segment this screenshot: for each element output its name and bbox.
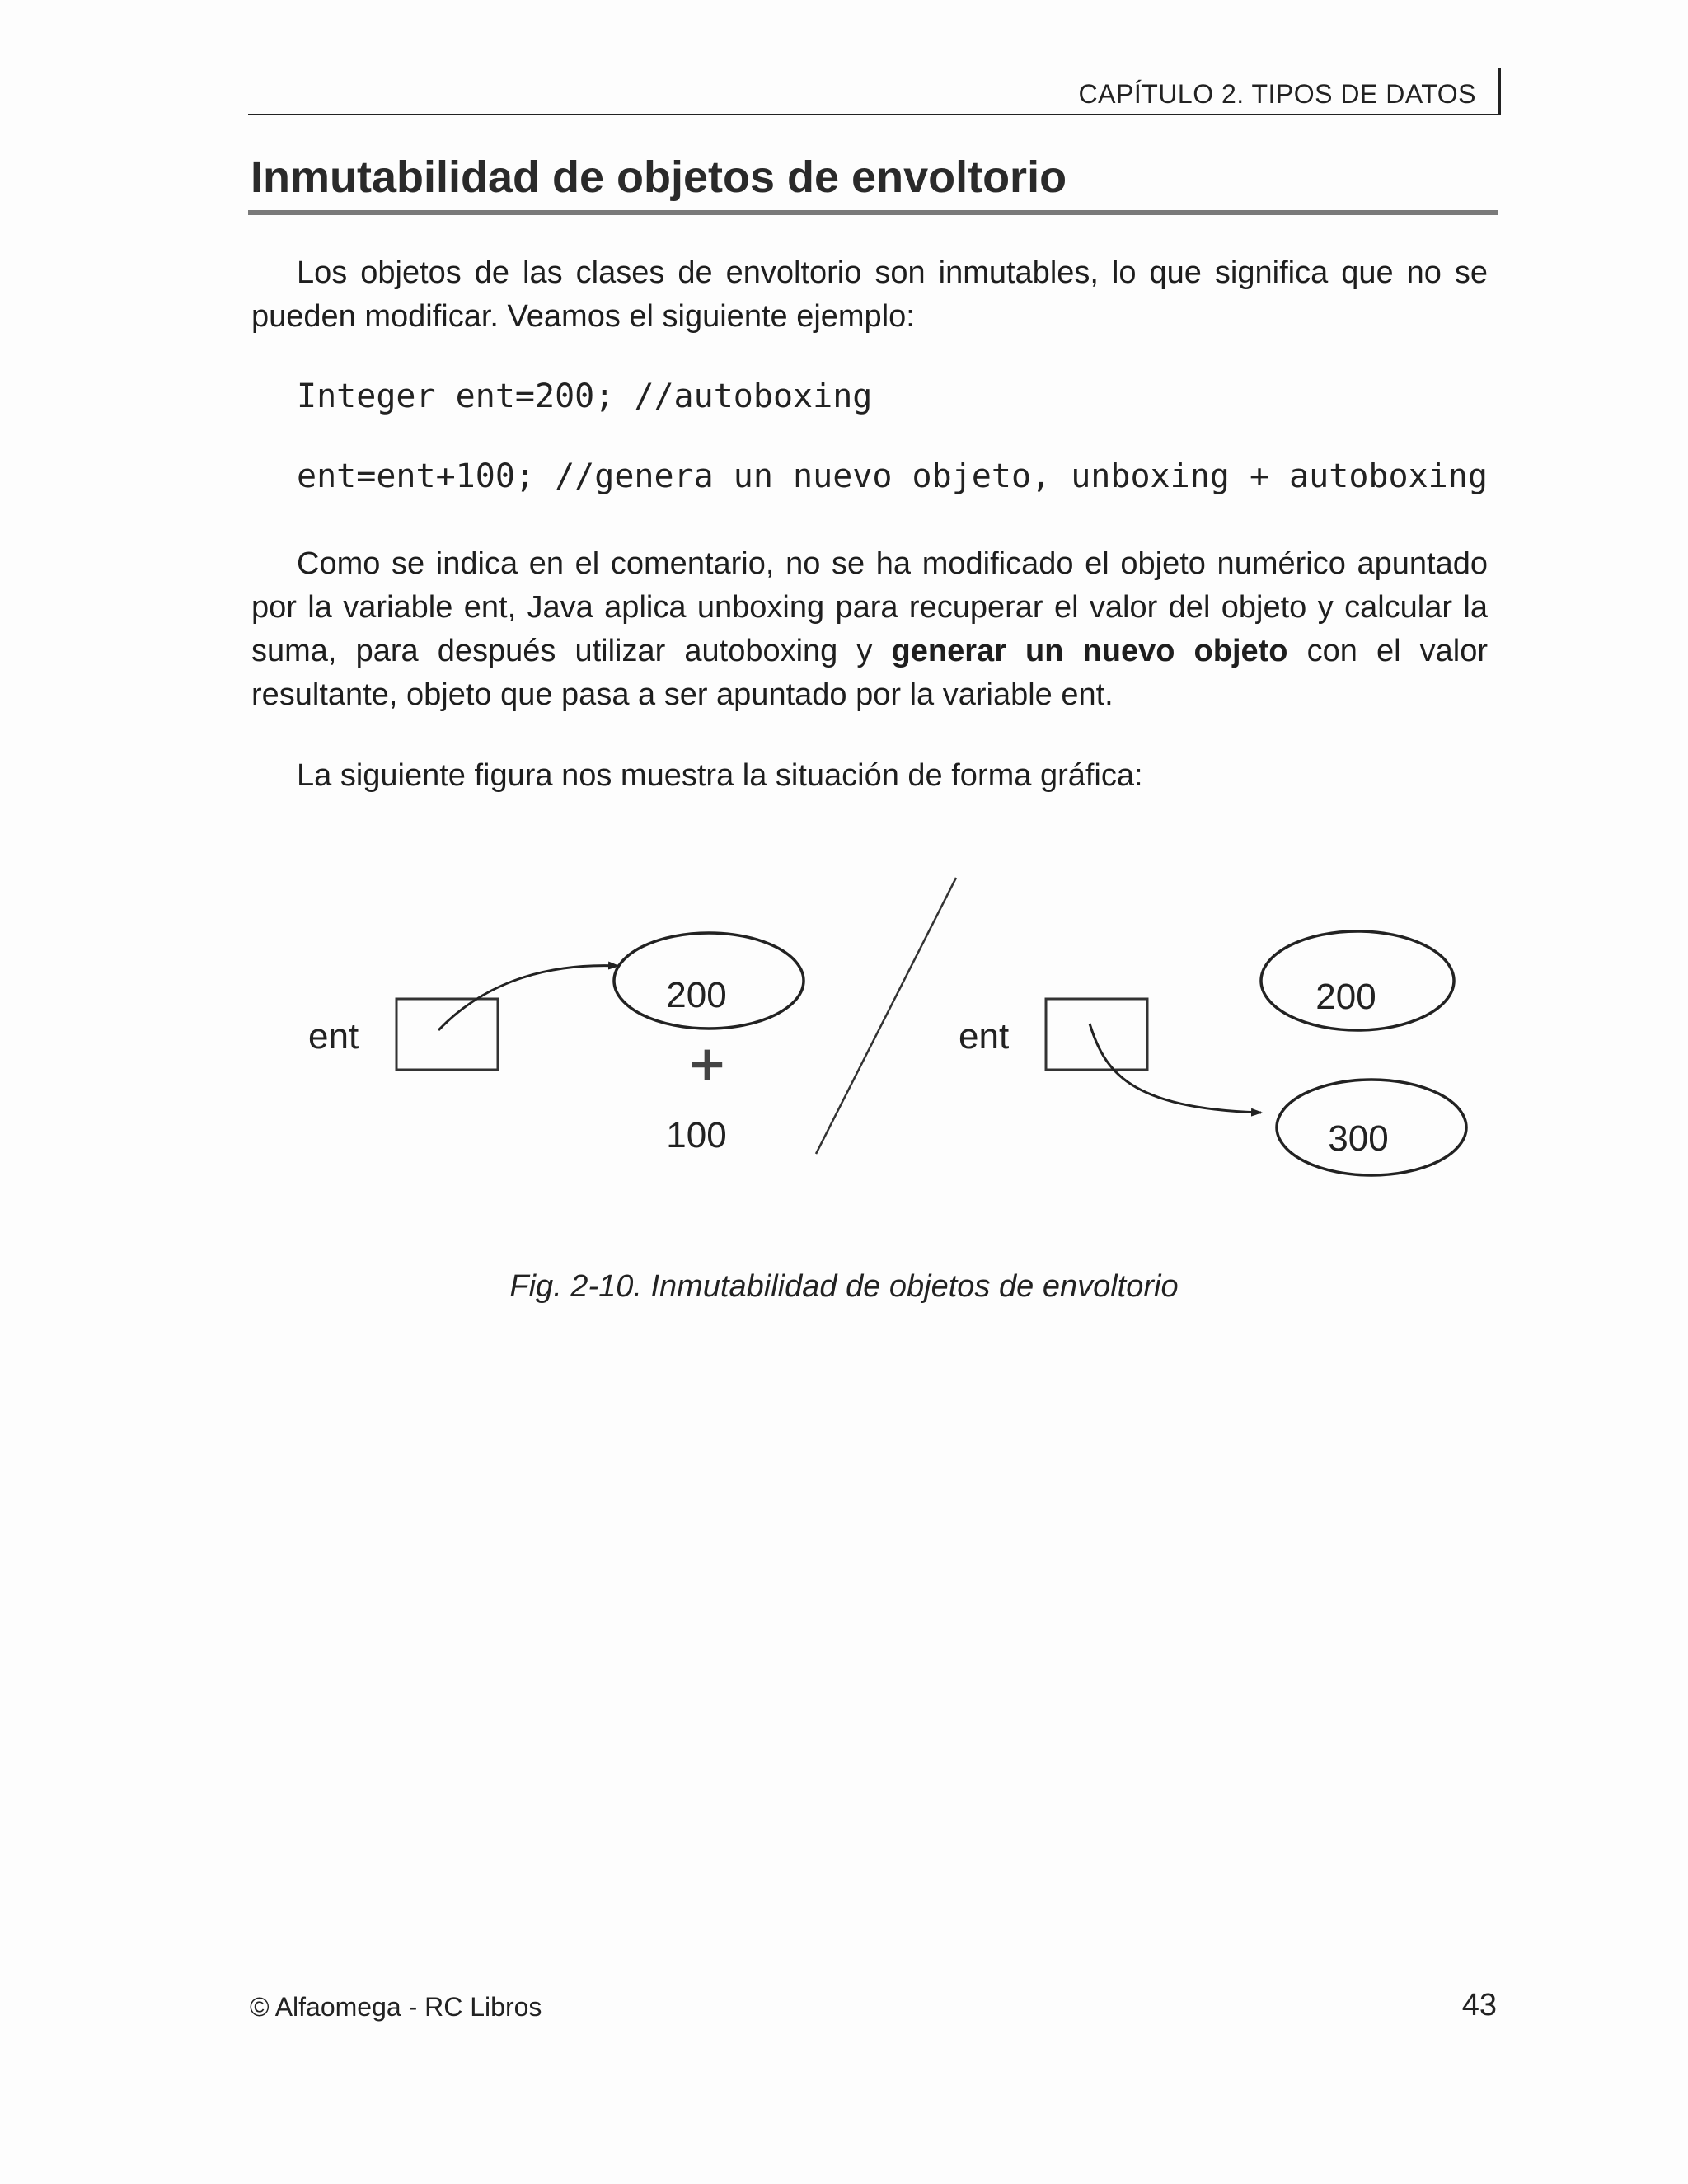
code-line-2: ent=ent+100; //genera un nuevo objeto, unboxing + autoboxing xyxy=(297,457,1488,495)
plus-operator: + xyxy=(687,1035,728,1091)
page-number: 43 xyxy=(1461,1988,1497,2022)
left-object-value: 200 xyxy=(666,975,727,1015)
section-title: Inmutabilidad de objetos de envoltorio xyxy=(251,152,1067,202)
chapter-label: CAPÍTULO 2. TIPOS DE DATOS xyxy=(1078,79,1476,109)
explanation-bold-text: generar un nuevo objeto xyxy=(891,634,1288,668)
running-header xyxy=(248,68,1501,115)
left-operand-value: 100 xyxy=(666,1115,727,1155)
explanation-text-end: con el valor resultante, objeto que pasa a ser apuntado por la variable ent. xyxy=(251,634,1489,712)
code-line-1: Integer ent=200; //autoboxing xyxy=(297,377,873,415)
right-ent-label: ent xyxy=(959,1016,1010,1057)
explanation-text-start: Como se indica en el comentario, no se ha modificado el objeto numérico apuntado por la variable ent, Java aplica unboxing para recuperar el valor del objeto y calcular la suma, para después utilizar autoboxing y xyxy=(251,546,1488,668)
left-object-200-ellipse xyxy=(614,933,804,1029)
left-ent-label: ent xyxy=(308,1016,359,1057)
publisher-footer: © Alfaomega - RC Libros xyxy=(250,1992,542,2022)
left-reference-arrow xyxy=(438,966,618,1030)
figure-caption: Fig. 2-10. Inmutabilidad de objetos de envoltorio xyxy=(509,1269,1179,1304)
right-object-300-ellipse xyxy=(1277,1080,1466,1175)
right-reference-arrow xyxy=(1090,1024,1261,1113)
explanation-paragraph xyxy=(251,542,1488,717)
right-new-value: 300 xyxy=(1328,1118,1389,1159)
intro-paragraph xyxy=(251,251,1488,339)
right-variable-box xyxy=(1046,999,1147,1070)
figure-intro-text: La siguiente figura nos muestra la situación de forma gráfica: xyxy=(297,758,1143,793)
state-divider-line xyxy=(816,878,956,1154)
right-object-200-ellipse xyxy=(1261,931,1454,1030)
figure-intro-paragraph xyxy=(251,754,1488,798)
header-vertical-rule xyxy=(1498,68,1501,114)
right-old-value: 200 xyxy=(1315,977,1376,1017)
left-variable-box xyxy=(396,999,498,1070)
section-title-rule xyxy=(248,210,1498,215)
intro-paragraph-text: Los objetos de las clases de envoltorio son inmutables, lo que significa que no se pueden modificar. Veamos el siguiente ejemplo: xyxy=(251,255,1488,334)
